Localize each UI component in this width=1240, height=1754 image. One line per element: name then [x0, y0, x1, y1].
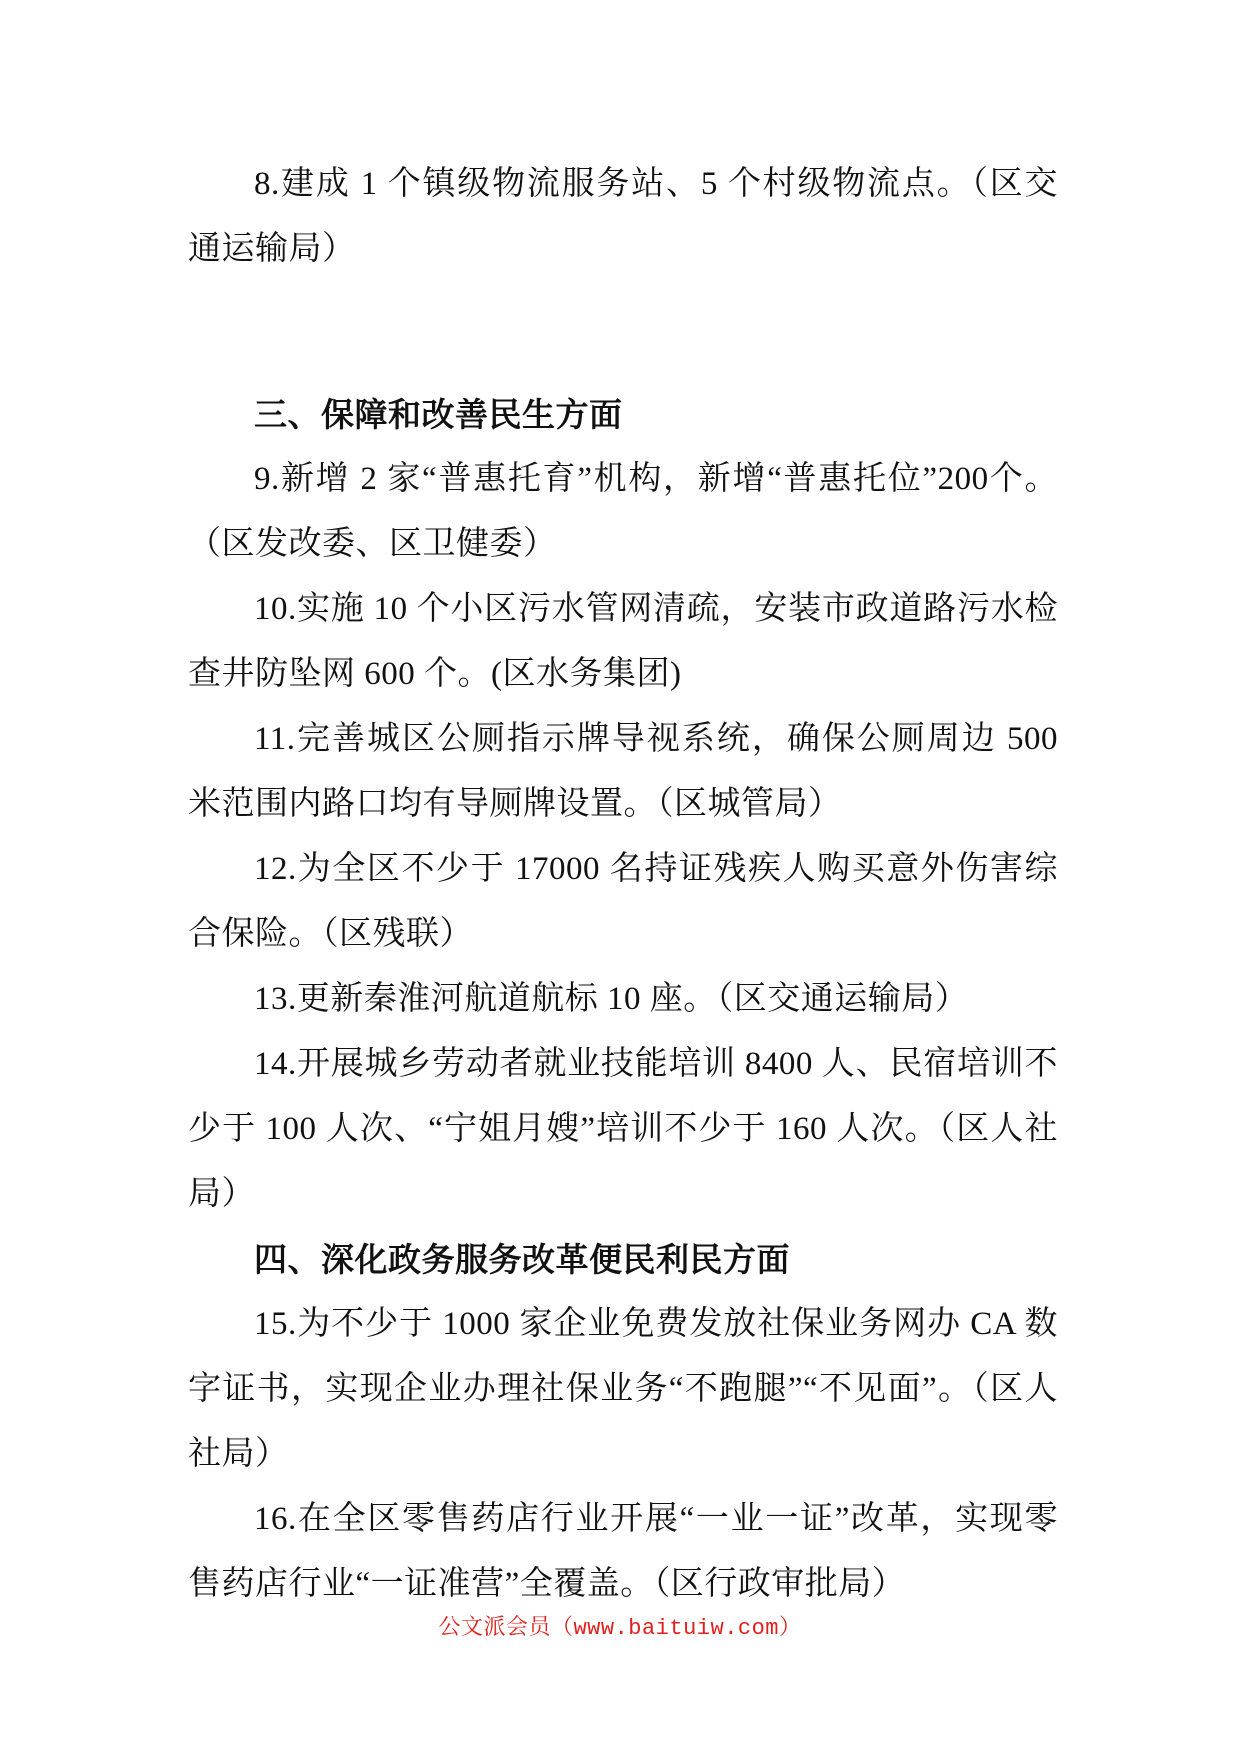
list-item-9: 9.新增 2 家“普惠托育”机构，新增“普惠托位”200个。（区发改委、区卫健委）: [188, 461, 1058, 562]
list-item-11: 11.完善城区公厕指示牌导视系统，确保公厕周边 500米范围内路口均有导厕牌设置。（区城管局）: [188, 721, 1058, 822]
section-heading-4: 四、深化政务服务改革便民利民方面: [254, 1240, 790, 1279]
document-body: [188, 152, 1058, 1617]
watermark: 公文派会员（www.baituiw.com）: [438, 1616, 802, 1641]
list-item-10: 10.实施 10 个小区污水管网清疏，安装市政道路污水检查井防坠网 600 个。(区水务集团): [188, 591, 1058, 692]
list-item-15: 15.为不少于 1000 家企业免费发放社保业务网办 CA 数字证书，实现企业办理社保业务“不跑腿”“不见面”。（区人社局）: [188, 1306, 1058, 1472]
list-item-8: 8.建成 1 个镇级物流服务站、5 个村级物流点。（区交通运输局）: [188, 166, 1058, 267]
section-heading-3: 三、保障和改善民生方面: [254, 395, 623, 434]
list-item-12: 12.为全区不少于 17000 名持证残疾人购买意外伤害综合保险。（区残联）: [188, 851, 1058, 952]
list-item-14: 14.开展城乡劳动者就业技能培训 8400 人、民宿培训不少于 100 人次、“宁姐月嫂”培训不少于 160 人次。（区人社局）: [188, 1046, 1058, 1212]
list-item-16: 16.在全区零售药店行业开展“一业一证”改革，实现零售药店行业“一证准营”全覆盖。（区行政审批局）: [188, 1501, 1058, 1602]
list-item-13: 13.更新秦淮河航道航标 10 座。（区交通运输局）: [254, 981, 969, 1017]
